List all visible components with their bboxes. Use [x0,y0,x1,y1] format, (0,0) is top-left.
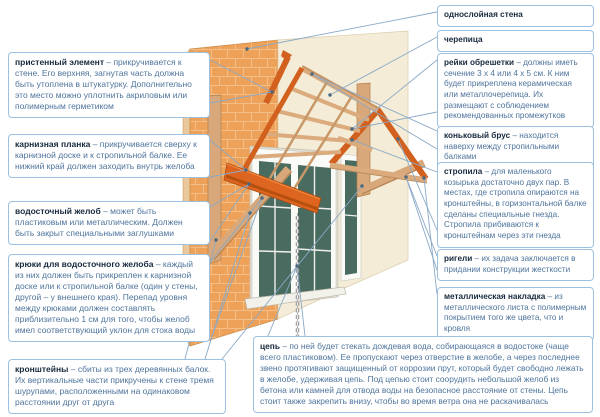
label-term: кронштейны [15,364,69,374]
label-term: водосточный желоб [15,206,101,216]
label-kryuki-zheloba [8,254,210,342]
label-term: рейки обрешетки [444,58,515,67]
label-text: – каждый из них должен быть прикреплен к карнизной доске или к стропильной балке (один у стены, другой – у внешнего края). Перепад уровня между крюками должен составлять приблизительно 1 см для того, чтобы желоб имел соответствующий уклон для стока воды [15,259,198,336]
label-pristenny-element [8,52,210,118]
label-text: – должны иметь сечение 3 х 4 или 4 х 5 см. К ним будет прикреплена керамическая или металлочерепица. Их размещают с соблюдением рекомендованных промежутков [444,58,578,121]
label-text: – их задача заключается в придании конструкции жесткости [444,254,576,274]
label-karniznaya-planka [8,134,210,178]
label-metallicheskaya-nakladka [437,287,594,341]
label-term: карнизная планка [15,139,91,149]
label-text: – из металлического листа с полимерным покрытием того же цвета, что и кровля [444,292,587,333]
label-cherepitsa [437,30,594,52]
side-window-glass [345,160,357,275]
label-tsep [253,336,593,413]
label-text: – для маленького козырька достаточно двух пар. В местах, где стропила опираются на кронштейны, в горизонтальной балке сделаны специальные гнезда. Стропила прибиваются к кронштейнам через эти гнезда [444,167,587,240]
label-kronshteiny [8,359,226,414]
label-text: – прикручивается сверху к карнизной доске и к стропильной балке. Ее нижний край должен заходить внутрь желоба [15,139,197,172]
label-text: – по ней будет стекать дождевая вода, собирающаяся в водостоке (чаще всего пластиковом). Ее пропускают через отверстие в желобе, а через последнее звено протягивают защищенный от коррозии прут, который будет свободно лежать в желобе, удерживая цепь. Под цепью стоит соорудить небольшой желоб из бетона или камней для отвода воды на безопасное расстояние от стены. Цепь стоит также закрепить внизу, чтобы во время ветра она не раскачивалась [260,341,584,406]
label-term: стропила [444,167,483,176]
label-stropila [437,162,594,248]
label-term: цепь [260,341,281,351]
label-term: ригели [444,254,473,263]
label-term: однослойная стена [444,10,523,19]
label-term: металлическая накладка [444,292,546,301]
label-vodostochny-zhelob [8,201,210,245]
label-term: коньковый брус [444,131,511,140]
label-term: крюки для водосточного желоба [15,259,154,269]
label-term: черепица [444,35,483,44]
label-term: пристенный элемент [15,57,104,67]
label-reiki-obreshetki [437,53,594,128]
label-text: – может быть пластиковым или металлическим. Должен быть закрыт специальными заглушками [15,206,183,239]
label-odnosloynaya-stena [437,5,594,27]
label-text: – прикручивается к стене. Его верхняя, загнутая часть должна быть утоплена в штукатурку. Дополнительно это место можно уплотнить акриловым или полимерным герметиком [15,57,192,112]
label-text: – находится наверху между стропильными балками [444,131,560,162]
label-rigeli [437,249,594,281]
label-text: – сбиты из трех деревянных балок. Их вертикальные части прикручены к стене тремя шурупами, расположенными на одинаковом расстоянии друг от друга [15,364,214,408]
